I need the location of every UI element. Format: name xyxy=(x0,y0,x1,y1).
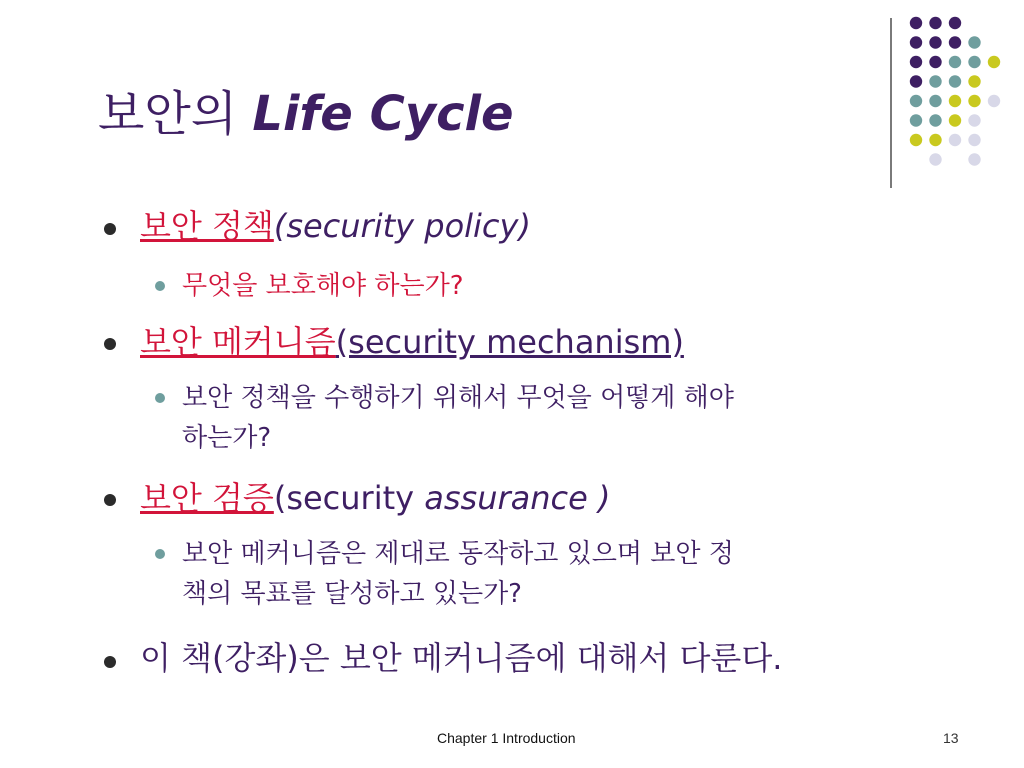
decorative-dot-grid xyxy=(905,15,1024,175)
bullet-security-assurance-en-italic: assurance ) xyxy=(424,479,611,517)
bullet-security-assurance xyxy=(140,478,610,518)
slide-title-ko: 보안의 xyxy=(98,86,238,142)
decorative-dot xyxy=(929,134,941,146)
decorative-dot xyxy=(949,134,961,146)
decorative-dot xyxy=(968,56,980,68)
sub-bullet-assurance-line-2: 책의 목표를 달성하고 있는가? xyxy=(182,579,522,609)
decorative-dot xyxy=(929,17,941,29)
decorative-dot xyxy=(929,114,941,126)
bullet-marker xyxy=(104,494,116,506)
bullet-security-mechanism-en: (security mechanism) xyxy=(335,323,684,361)
decorative-dot xyxy=(910,56,922,68)
decorative-dot xyxy=(929,95,941,107)
decorative-dot xyxy=(968,114,980,126)
decorative-dot xyxy=(949,36,961,48)
decorative-dot xyxy=(910,114,922,126)
decorative-dot xyxy=(910,134,922,146)
page-number: 13 xyxy=(943,730,959,746)
bullet-security-policy xyxy=(140,206,531,246)
vertical-divider xyxy=(890,18,892,188)
sub-bullet-marker xyxy=(155,549,165,559)
decorative-dot xyxy=(949,75,961,87)
bullet-marker xyxy=(104,338,116,350)
decorative-dot xyxy=(968,36,980,48)
decorative-dot xyxy=(988,95,1000,107)
sub-bullet-mechanism-line-2: 하는가? xyxy=(182,423,272,453)
decorative-dot xyxy=(910,75,922,87)
bullet-security-assurance-ko: 보안 검증 xyxy=(140,479,274,517)
decorative-dot xyxy=(949,17,961,29)
decorative-dot xyxy=(929,36,941,48)
bullet-security-assurance-en-prefix: (security xyxy=(273,479,415,517)
slide-title xyxy=(98,86,514,144)
decorative-dot xyxy=(968,153,980,165)
decorative-dot xyxy=(929,56,941,68)
decorative-dot xyxy=(929,153,941,165)
footer-chapter: Chapter 1 Introduction xyxy=(437,730,576,746)
bullet-security-mechanism-ko: 보안 메커니즘 xyxy=(140,323,336,361)
decorative-dot xyxy=(968,95,980,107)
sub-bullet-marker xyxy=(155,281,165,291)
sub-bullet-assurance-line-1: 보안 메커니즘은 제대로 동작하고 있으며 보안 정 xyxy=(182,539,734,569)
decorative-dot xyxy=(910,95,922,107)
slide-title-en: Life Cycle xyxy=(252,86,514,142)
sub-bullet-policy-question: 무엇을 보호해야 하는가? xyxy=(182,271,464,301)
decorative-dot xyxy=(968,75,980,87)
bullet-course-scope: 이 책(강좌)은 보안 메커니즘에 대해서 다룬다. xyxy=(140,639,783,677)
decorative-dot xyxy=(910,36,922,48)
sub-bullet-mechanism-line-1: 보안 정책을 수행하기 위해서 무엇을 어떻게 해야 xyxy=(182,383,734,413)
decorative-dot xyxy=(949,56,961,68)
bullet-security-policy-ko: 보안 정책 xyxy=(140,207,274,245)
bullet-security-mechanism xyxy=(140,322,684,362)
decorative-dot xyxy=(929,75,941,87)
bullet-marker xyxy=(104,656,116,668)
sub-bullet-marker xyxy=(155,393,165,403)
decorative-dot xyxy=(968,134,980,146)
decorative-dot xyxy=(988,56,1000,68)
decorative-dot xyxy=(949,114,961,126)
bullet-marker xyxy=(104,223,116,235)
bullet-security-policy-en: (security policy) xyxy=(273,207,531,245)
decorative-dot xyxy=(910,17,922,29)
decorative-dot xyxy=(949,95,961,107)
